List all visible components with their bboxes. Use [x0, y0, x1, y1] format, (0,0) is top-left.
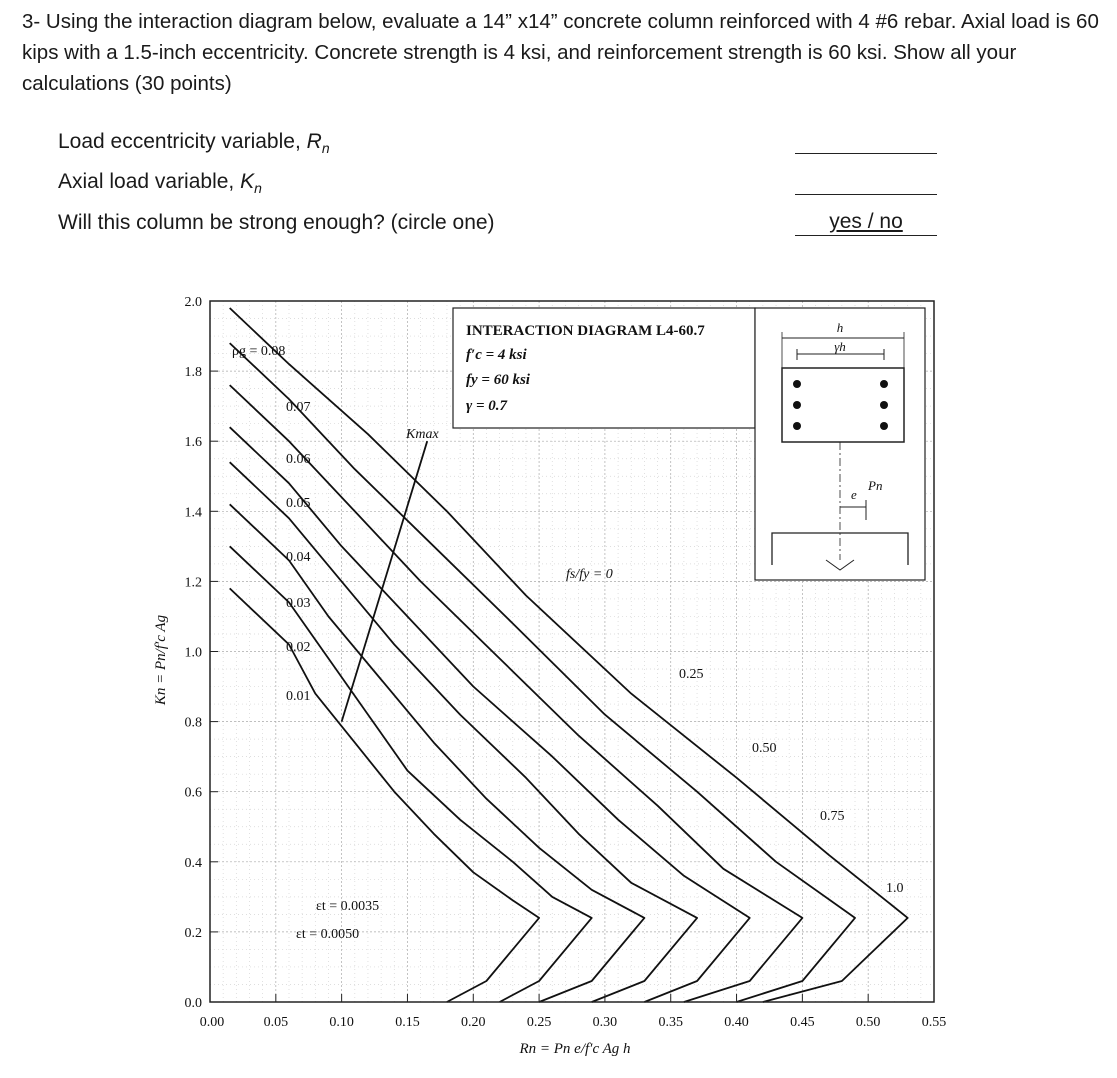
question-text: 3- Using the interaction diagram below, evaluate a 14” x14” concrete column reinforced with 4 #6 rebar. Axial load is 60 kips with a 1.5-inch eccentricity. Concrete strength is 4 ksi, and reinforcement strength is 60 ksi. Show all your calculations (30 points) — [22, 10, 1099, 95]
label-h: h — [836, 320, 844, 335]
y-tick-label: 0.6 — [184, 785, 202, 801]
strain-label: εt = 0.0035 — [316, 899, 380, 914]
y-tick-label: 2.0 — [184, 295, 202, 310]
x-tick-label: 0.10 — [329, 1015, 354, 1030]
rebar-dot — [880, 401, 888, 409]
label-pn: Pn — [868, 478, 883, 493]
eccentricity-label: 0.25 — [679, 667, 704, 682]
x-tick-label: 0.00 — [199, 1015, 225, 1030]
title-box — [453, 308, 755, 428]
y-tick-label: 1.4 — [184, 505, 202, 521]
chart-title: INTERACTION DIAGRAM L4-60.7 — [466, 323, 705, 339]
x-tick-label: 0.50 — [855, 1015, 881, 1030]
eccentricity-label: 0.50 — [752, 741, 777, 756]
param-fy: fy = 60 ksi — [466, 372, 530, 388]
kn-label-prefix: Axial load variable, — [58, 170, 241, 193]
param-gamma: γ = 0.7 — [466, 398, 508, 414]
rho-curve — [230, 427, 750, 1002]
y-tick-label: 1.6 — [184, 435, 202, 451]
rn-label-prefix: Load eccentricity variable, — [58, 130, 307, 153]
strong-enough-label: Will this column be strong enough? (circle one) — [58, 211, 495, 234]
rebar-dot — [880, 380, 888, 388]
x-tick-label: 0.15 — [395, 1015, 420, 1030]
rho-label: ρg = 0.08 — [232, 344, 286, 359]
y-tick-label: 1.8 — [184, 365, 202, 381]
rho-label: 0.06 — [286, 452, 311, 467]
label-e: e — [851, 487, 857, 502]
param-fc: f′c = 4 ksi — [466, 347, 527, 363]
eccentricity-label: 1.0 — [886, 881, 904, 896]
rho-label: 0.02 — [286, 640, 311, 655]
x-tick-label: 0.40 — [724, 1015, 749, 1030]
rebar-dot — [880, 422, 888, 430]
x-tick-label: 0.25 — [526, 1015, 552, 1030]
eccentricity-label: 0.75 — [820, 809, 845, 824]
rebar-dot — [793, 422, 801, 430]
column-section-diagram — [755, 308, 925, 580]
y-tick-label: 0.4 — [184, 855, 202, 871]
rho-label: 0.03 — [286, 596, 311, 611]
y-axis-label: Kn = Pn/f′c Ag — [153, 614, 169, 706]
rn-symbol: R — [306, 130, 322, 153]
y-tick-label: 0.8 — [184, 715, 202, 731]
y-tick-label: 0.0 — [184, 996, 202, 1011]
rho-label: 0.05 — [286, 496, 311, 511]
kn-subscript: n — [254, 180, 262, 197]
x-tick-label: 0.30 — [592, 1015, 618, 1030]
rho-label: 0.01 — [286, 689, 311, 704]
rebar-dot — [793, 401, 801, 409]
x-tick-label: 0.55 — [921, 1015, 947, 1030]
label-gamma-h: γh — [834, 339, 846, 354]
y-tick-label: 0.2 — [184, 925, 202, 941]
y-tick-label: 1.0 — [184, 645, 202, 661]
fs-fy-label: fs/fy = 0 — [566, 567, 613, 582]
kmax-label: Kmax — [406, 427, 439, 442]
x-tick-label: 0.35 — [658, 1015, 683, 1030]
yes-no-text: yes / no — [829, 210, 903, 233]
x-tick-label: 0.05 — [263, 1015, 289, 1030]
strain-label: εt = 0.0050 — [296, 927, 360, 942]
rn-subscript: n — [321, 140, 330, 157]
x-axis-label: Rn = Pn e/f′c Ag h — [519, 1041, 631, 1057]
kn-symbol: K — [240, 170, 255, 193]
y-tick-label: 1.2 — [184, 575, 202, 591]
rho-label: 0.04 — [286, 550, 311, 565]
x-tick-label: 0.20 — [461, 1015, 486, 1030]
x-tick-label: 0.45 — [790, 1015, 815, 1030]
rho-label: 0.07 — [286, 400, 311, 415]
rho-curve — [230, 546, 592, 1002]
rebar-dot — [793, 380, 801, 388]
